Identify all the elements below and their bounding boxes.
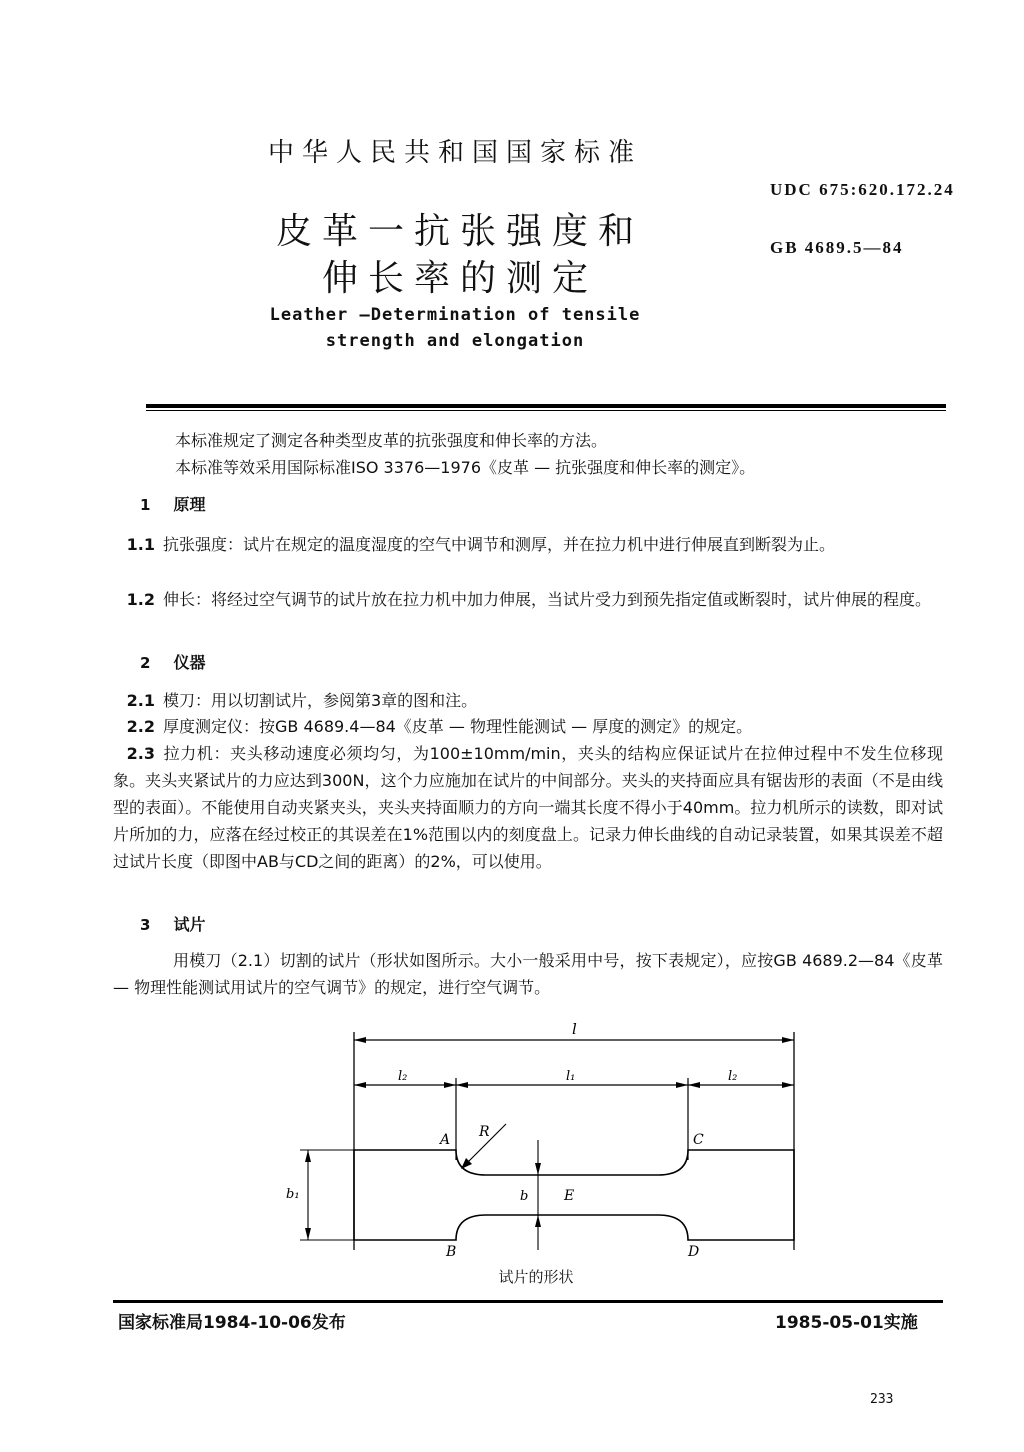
paragraph-2-2 (113, 713, 943, 740)
paragraph-1-1 (113, 531, 943, 558)
page-number: 233 (870, 1392, 894, 1407)
paragraph-1-2 (113, 586, 943, 613)
section3-heading (140, 912, 206, 938)
arrow-head (688, 1082, 700, 1088)
section3-number: 3 (140, 916, 151, 934)
section1-number: 1 (140, 496, 151, 514)
arrow-head (354, 1082, 366, 1088)
label-l1: l₁ (566, 1069, 576, 1084)
document-title-line1: 皮革一抗张强度和 (275, 211, 644, 252)
paragraph-2-1 (113, 687, 943, 714)
paragraph-text: 伸长：将经过空气调节的试片放在拉力机中加力伸展，当试片受力到预先指定值或断裂时，试片伸展的程度。 (163, 590, 932, 609)
issue-date: 国家标准局1984-10-06发布 (118, 1313, 346, 1333)
arrow-head (444, 1082, 456, 1088)
arrow-head (782, 1082, 794, 1088)
intro-line1: 本标准规定了测定各种类型皮革的抗张强度和伸长率的方法。 (175, 431, 608, 450)
specimen-shape-figure (280, 1020, 820, 1290)
effective-date: 1985-05-01实施 (775, 1313, 918, 1333)
label-b1: b₁ (286, 1187, 300, 1202)
paragraph-text: 抗张强度：试片在规定的温度湿度的空气中调节和测厚，并在拉力机中进行伸展直到断裂为止。 (163, 535, 836, 554)
section2-title: 仪器 (173, 653, 206, 672)
udc-code: UDC 675:620.172.24 (770, 180, 955, 199)
paragraph-number: 2.2 (126, 717, 155, 736)
arrow-head (782, 1037, 794, 1043)
label-B: B (446, 1244, 457, 1260)
label-l2-right: l₂ (728, 1069, 738, 1084)
arrow-head (456, 1082, 468, 1088)
header-divider-thin (146, 410, 946, 411)
paragraph-text: 拉力机：夹头移动速度必须均匀，为100±10mm/min，夹头的结构应保证试片在拉伸过程中不发生位移现象。夹头夹紧试片的力应达到300N，这个力应施加在试片的中间部分。夹头的夹持面应具有锯齿形的表面（不是由线型的表面）。不能使用自动夹紧夹头，夹头夹持面顺力的方向一端其长度不得小于40mm。拉力机所示的读数，即对试片所加的力，应落在经过校正的其误差在1%范围以内的刻度盘上。记录力伸长曲线的自动记录装置，如果其误差不超过试片长度（即图中AB与CD之间的距离）的2%，可以使用。 (113, 744, 943, 871)
footer-divider (113, 1300, 943, 1303)
label-D: D (688, 1244, 700, 1260)
paragraph-number: 1.2 (126, 590, 155, 609)
gb-code: GB 4689.5—84 (770, 238, 904, 257)
arrow-head (535, 1163, 541, 1175)
paragraph-text: 模刀：用以切割试片，参阅第3章的图和注。 (163, 691, 478, 710)
english-title-line1: Leather —Determination of tensile (269, 305, 641, 325)
paragraph-number: 1.1 (126, 535, 155, 554)
label-b: b (520, 1189, 529, 1204)
header-divider (146, 404, 946, 408)
paragraph-number: 2.1 (126, 691, 155, 710)
intro-line2: 本标准等效采用国际标准ISO 3376—1976《皮革 — 抗张强度和伸长率的测定》。 (175, 458, 756, 477)
section2-heading (140, 650, 206, 676)
english-title-line2: strength and elongation (325, 331, 585, 351)
section1-title: 原理 (173, 495, 206, 514)
arrow-head (535, 1215, 541, 1227)
section1-heading (140, 492, 206, 518)
paragraph-3: 用模刀（2.1）切割的试片（形状如图所示。大小一般采用中号，按下表规定），应按GB 4689.2—84《皮革 — 物理性能测试用试片的空气调节》的规定，进行空气调节。 (113, 951, 943, 997)
label-E: E (564, 1188, 575, 1204)
paragraph-number: 2.3 (126, 744, 155, 763)
arrow-head (354, 1037, 366, 1043)
label-A: A (440, 1132, 451, 1148)
paragraph-2-3 (113, 740, 943, 875)
label-R: R (479, 1124, 490, 1140)
document-title-line2: 伸长率的测定 (321, 258, 598, 299)
section3-title: 试片 (173, 915, 206, 934)
label-l2-left: l₂ (398, 1069, 408, 1084)
paragraph-text: 厚度测定仪：按GB 4689.4—84《皮革 — 物理性能测试 — 厚度的测定》的规定。 (163, 717, 753, 736)
section2-number: 2 (140, 654, 151, 672)
arrow-head (305, 1228, 311, 1240)
national-standard-heading: 中华人民共和国国家标准 (267, 138, 642, 168)
label-l: l (572, 1020, 577, 1038)
arrow-head (305, 1150, 311, 1162)
figure-caption: 试片的形状 (498, 1268, 574, 1286)
label-C: C (693, 1132, 704, 1148)
arrow-head (676, 1082, 688, 1088)
